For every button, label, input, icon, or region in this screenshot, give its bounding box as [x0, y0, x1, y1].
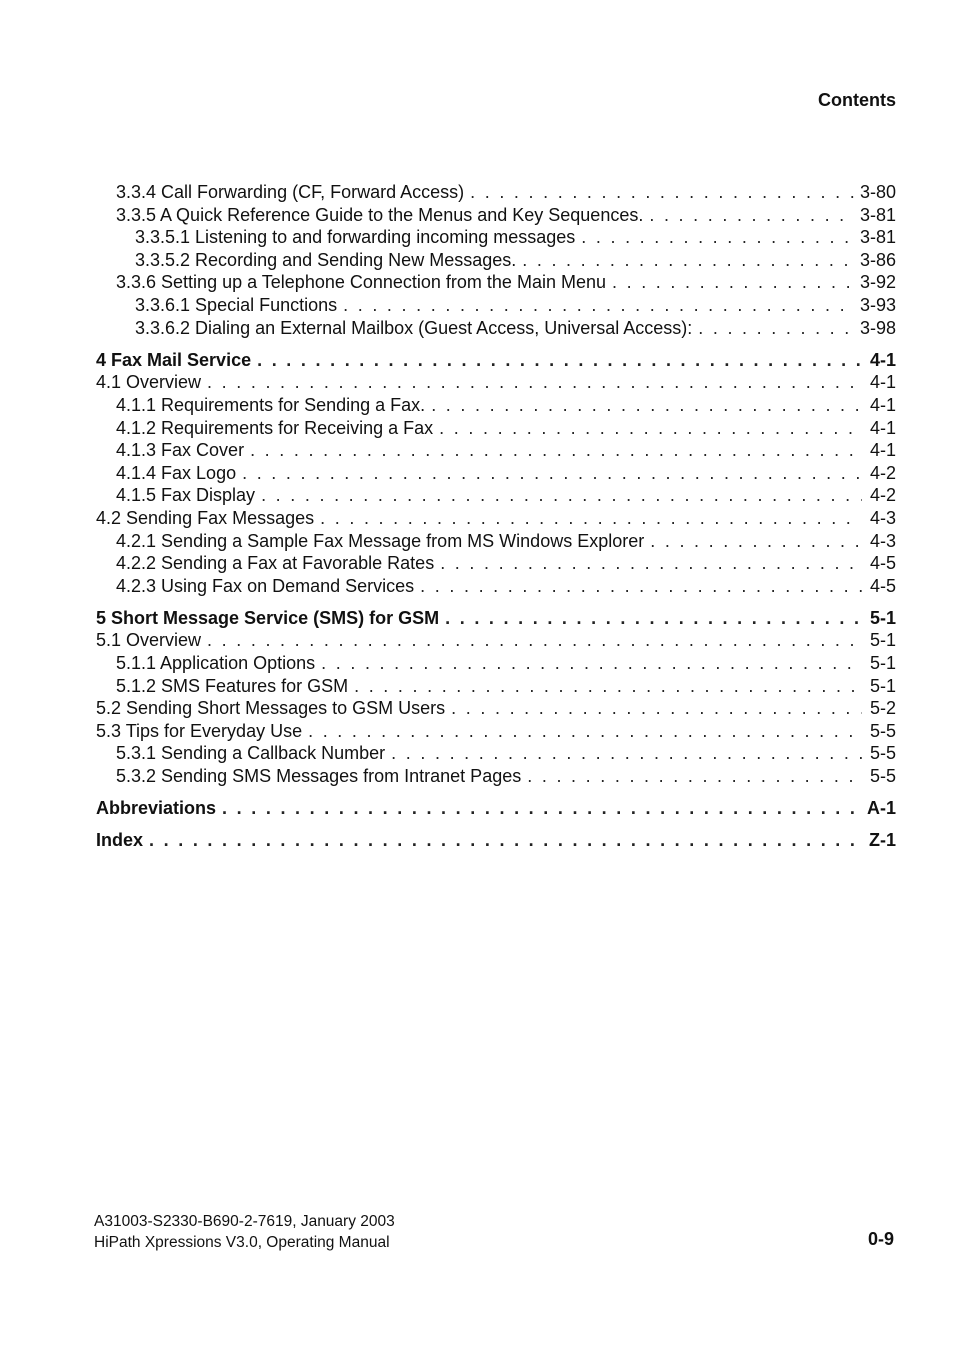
- toc-entry-page: 3-81: [859, 227, 896, 248]
- toc-dot-leader: [445, 607, 862, 630]
- toc-dot-leader: [149, 829, 862, 852]
- toc-dot-leader: [343, 294, 854, 317]
- toc-entry-page: 5-5: [869, 766, 896, 787]
- toc-entry-page: 5-5: [869, 743, 896, 764]
- toc-entry[interactable]: [96, 675, 896, 698]
- toc-dot-leader: [650, 530, 862, 553]
- toc-dot-leader: [207, 629, 862, 652]
- toc-entry[interactable]: [96, 317, 896, 340]
- toc-entry-page: 4-5: [869, 553, 896, 574]
- toc-entry-label: 3.3.4 Call Forwarding (CF, Forward Access): [116, 182, 465, 202]
- toc-entry[interactable]: [96, 829, 896, 852]
- toc-entry[interactable]: [96, 652, 896, 675]
- toc-entry-page: 5-2: [869, 698, 896, 719]
- toc-entry-page: 3-93: [859, 294, 896, 315]
- toc-entry[interactable]: [96, 204, 896, 227]
- toc-entry-page: 5-1: [869, 653, 896, 674]
- toc-entry-page: 5-1: [869, 607, 896, 628]
- footer-page-number: 0-9: [867, 1229, 894, 1249]
- page-header-title: Contents: [818, 90, 896, 110]
- toc-entry-page: 5-1: [869, 675, 896, 696]
- toc-entry-page: 3-81: [859, 204, 896, 225]
- toc-entry-label: 4.2.2 Sending a Fax at Favorable Rates: [116, 553, 435, 574]
- toc-dot-leader: [222, 797, 861, 820]
- toc-dot-leader: [440, 552, 862, 575]
- toc-entry-label: 3.3.6.1 Special Functions: [135, 294, 338, 315]
- footer-manual-title: HiPath Xpressions V3.0, Operating Manual: [94, 1234, 390, 1251]
- toc-dot-leader: [527, 765, 862, 788]
- page-footer: [94, 1211, 395, 1253]
- toc-entry[interactable]: [96, 629, 896, 652]
- toc-entry[interactable]: [96, 607, 896, 630]
- toc-dot-leader: [698, 317, 854, 340]
- toc-dot-leader: [439, 417, 862, 440]
- table-of-contents: [96, 181, 896, 852]
- toc-entry[interactable]: [96, 439, 896, 462]
- toc-entry-label: Index: [96, 830, 144, 851]
- toc-entry-label: 3.3.6.2 Dialing an External Mailbox (Guest Access, Universal Access):: [135, 317, 693, 338]
- toc-entry[interactable]: [96, 742, 896, 765]
- toc-entry[interactable]: [96, 226, 896, 249]
- toc-entry-page: 4-1: [869, 417, 896, 438]
- toc-entry-page: 4-1: [869, 349, 896, 370]
- toc-entry-label: 5 Short Message Service (SMS) for GSM: [96, 607, 440, 628]
- toc-entry-label: 5.3.2 Sending SMS Messages from Intranet Pages: [116, 766, 522, 787]
- toc-entry[interactable]: [96, 349, 896, 372]
- toc-entry[interactable]: [96, 484, 896, 507]
- toc-entry-label: 5.1 Overview: [96, 630, 202, 651]
- toc-entry-page: 3-92: [859, 272, 896, 293]
- toc-dot-leader: [207, 371, 862, 394]
- toc-entry-page: Z-1: [869, 830, 896, 851]
- toc-entry[interactable]: [96, 417, 896, 440]
- toc-entry-label: 4.1 Overview: [96, 372, 202, 393]
- toc-entry-label: 4.2 Sending Fax Messages: [96, 507, 315, 528]
- toc-entry[interactable]: [96, 294, 896, 317]
- toc-entry[interactable]: [96, 507, 896, 530]
- toc-dot-leader: [581, 226, 854, 249]
- toc-dot-leader: [420, 575, 862, 598]
- toc-entry-label: 4.1.5 Fax Display: [116, 485, 256, 506]
- toc-dot-leader: [470, 181, 854, 204]
- toc-entry-page: A-1: [866, 798, 896, 819]
- toc-entry-label: 4.2.3 Using Fax on Demand Services: [116, 575, 415, 596]
- toc-entry-page: 5-1: [869, 630, 896, 651]
- toc-dot-leader: [431, 394, 862, 417]
- footer-doc-number: A31003-S2330-B690-2-7619, January 2003: [94, 1213, 395, 1230]
- toc-entry[interactable]: [96, 797, 896, 820]
- toc-entry-label: 3.3.5.1 Listening to and forwarding incoming messages: [135, 227, 576, 248]
- toc-dot-leader: [451, 697, 862, 720]
- toc-entry-label: 5.1.2 SMS Features for GSM: [116, 675, 349, 696]
- toc-entry[interactable]: [96, 530, 896, 553]
- toc-entry-page: 4-1: [869, 394, 896, 415]
- toc-entry-label: 3.3.6 Setting up a Telephone Connection from the Main Menu: [116, 272, 606, 293]
- toc-entry[interactable]: [96, 552, 896, 575]
- toc-entry-label: 4.2.1 Sending a Sample Fax Message from MS Windows Explorer: [116, 530, 645, 551]
- toc-entry[interactable]: [96, 765, 896, 788]
- toc-entry-label: 5.3 Tips for Everyday Use: [96, 720, 303, 741]
- toc-entry[interactable]: [96, 394, 896, 417]
- toc-dot-leader: [391, 742, 862, 765]
- toc-entry-page: 5-5: [869, 720, 896, 741]
- toc-entry-label: 4.1.2 Requirements for Receiving a Fax: [116, 417, 434, 438]
- toc-entry[interactable]: [96, 697, 896, 720]
- toc-entry-label: 3.3.5.2 Recording and Sending New Messages.: [135, 249, 517, 270]
- toc-entry-page: 4-2: [869, 462, 896, 483]
- toc-entry-page: 4-5: [869, 575, 896, 596]
- toc-entry-label: 4.1.4 Fax Logo: [116, 462, 237, 483]
- toc-entry[interactable]: [96, 720, 896, 743]
- toc-dot-leader: [320, 507, 862, 530]
- toc-entry-label: 5.1.1 Application Options: [116, 653, 316, 674]
- toc-entry-page: 4-3: [869, 507, 896, 528]
- toc-dot-leader: [242, 462, 862, 485]
- toc-entry-page: 3-86: [859, 249, 896, 270]
- toc-dot-leader: [257, 349, 862, 372]
- toc-entry-page: 3-98: [859, 317, 896, 338]
- toc-entry-page: 3-80: [859, 182, 896, 202]
- toc-entry[interactable]: [96, 575, 896, 598]
- toc-entry-label: 4 Fax Mail Service: [96, 349, 252, 370]
- toc-dot-leader: [649, 204, 854, 227]
- toc-entry[interactable]: [96, 249, 896, 272]
- toc-entry-label: 4.1.3 Fax Cover: [116, 440, 245, 461]
- toc-entry-page: 4-1: [869, 440, 896, 461]
- toc-entry-page: 4-1: [869, 372, 896, 393]
- toc-entry-label: 4.1.1 Requirements for Sending a Fax.: [116, 394, 426, 415]
- toc-entry[interactable]: [96, 462, 896, 485]
- toc-dot-leader: [321, 652, 862, 675]
- toc-entry-label: 5.3.1 Sending a Callback Number: [116, 743, 386, 764]
- toc-dot-leader: [250, 439, 862, 462]
- toc-dot-leader: [261, 484, 862, 507]
- toc-entry-page: 4-3: [869, 530, 896, 551]
- toc-entry-label: Abbreviations: [96, 798, 217, 819]
- toc-entry[interactable]: [96, 371, 896, 394]
- toc-dot-leader: [308, 720, 862, 743]
- toc-dot-leader: [354, 675, 862, 698]
- toc-entry-label: 5.2 Sending Short Messages to GSM Users: [96, 698, 446, 719]
- toc-entry[interactable]: [96, 181, 896, 204]
- toc-entry-label: 3.3.5 A Quick Reference Guide to the Menus and Key Sequences.: [116, 204, 644, 225]
- toc-dot-leader: [612, 271, 854, 294]
- toc-dot-leader: [522, 249, 854, 272]
- toc-entry[interactable]: [96, 271, 896, 294]
- toc-entry-page: 4-2: [869, 485, 896, 506]
